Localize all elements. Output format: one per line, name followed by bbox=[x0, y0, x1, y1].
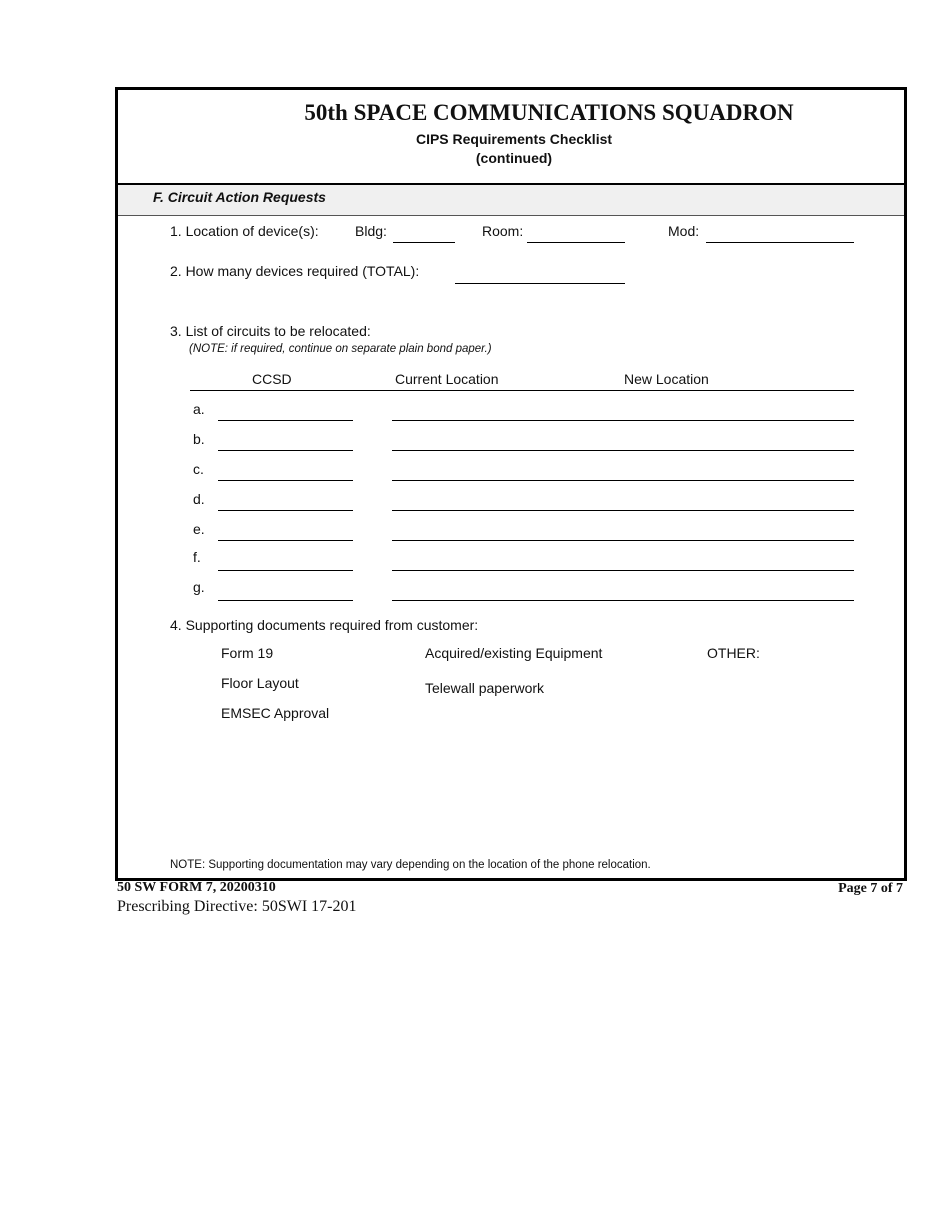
footer-note: NOTE: Supporting documentation may vary depending on the location of the phone relocation. bbox=[170, 859, 651, 871]
row-label: a. bbox=[193, 401, 205, 417]
mod-field[interactable] bbox=[706, 242, 854, 243]
checklist-item-acquired-equipment[interactable]: Acquired/existing Equipment bbox=[425, 645, 603, 661]
q4-label: 4. Supporting documents required from customer: bbox=[170, 617, 479, 633]
checklist-item-other[interactable]: OTHER: bbox=[707, 645, 760, 661]
location-field[interactable] bbox=[392, 600, 854, 601]
ccsd-field[interactable] bbox=[218, 480, 353, 481]
ccsd-field[interactable] bbox=[218, 540, 353, 541]
row-label: c. bbox=[193, 461, 204, 477]
location-field[interactable] bbox=[392, 480, 854, 481]
row-label: d. bbox=[193, 491, 205, 507]
table-header-rule bbox=[190, 390, 854, 391]
row-label: f. bbox=[193, 549, 201, 565]
q2-label: 2. How many devices required (TOTAL): bbox=[170, 263, 420, 279]
bldg-label: Bldg: bbox=[355, 223, 387, 239]
row-label: g. bbox=[193, 579, 205, 595]
q3-note: (NOTE: if required, continue on separate plain bond paper.) bbox=[189, 343, 492, 355]
total-devices-field[interactable] bbox=[455, 283, 625, 284]
column-header-current-location: Current Location bbox=[395, 371, 499, 387]
room-label: Room: bbox=[482, 223, 524, 239]
column-header-new-location: New Location bbox=[624, 371, 709, 387]
prescribing-directive: Prescribing Directive: 50SWI 17-201 bbox=[117, 898, 357, 915]
checklist-item-form-19[interactable]: Form 19 bbox=[221, 645, 274, 661]
row-label: e. bbox=[193, 521, 205, 537]
ccsd-field[interactable] bbox=[218, 600, 353, 601]
ccsd-field[interactable] bbox=[218, 420, 353, 421]
form-number: 50 SW FORM 7, 20200310 bbox=[117, 880, 276, 895]
ccsd-field[interactable] bbox=[218, 570, 353, 571]
location-field[interactable] bbox=[392, 450, 854, 451]
location-field[interactable] bbox=[392, 570, 854, 571]
location-field[interactable] bbox=[392, 420, 854, 421]
q1-label: 1. Location of device(s): bbox=[170, 223, 319, 239]
row-label: b. bbox=[193, 431, 205, 447]
checklist-item-floor-layout[interactable]: Floor Layout bbox=[221, 675, 299, 691]
form-subtitle: CIPS Requirements Checklist bbox=[415, 131, 613, 147]
continued-label: (continued) bbox=[475, 150, 553, 166]
page-title: 50th SPACE COMMUNICATIONS SQUADRON bbox=[304, 100, 794, 125]
checklist-item-telewall-paperwork[interactable]: Telewall paperwork bbox=[425, 680, 545, 696]
room-field[interactable] bbox=[527, 242, 625, 243]
ccsd-field[interactable] bbox=[218, 450, 353, 451]
checklist-item-emsec-approval[interactable]: EMSEC Approval bbox=[221, 705, 330, 721]
location-field[interactable] bbox=[392, 510, 854, 511]
bldg-field[interactable] bbox=[393, 242, 455, 243]
location-field[interactable] bbox=[392, 540, 854, 541]
page-number: Page 7 of 7 bbox=[838, 881, 903, 896]
section-title: F. Circuit Action Requests bbox=[153, 189, 326, 205]
mod-label: Mod: bbox=[668, 223, 700, 239]
q3-label: 3. List of circuits to be relocated: bbox=[170, 323, 371, 339]
column-header-ccsd: CCSD bbox=[252, 371, 292, 387]
ccsd-field[interactable] bbox=[218, 510, 353, 511]
